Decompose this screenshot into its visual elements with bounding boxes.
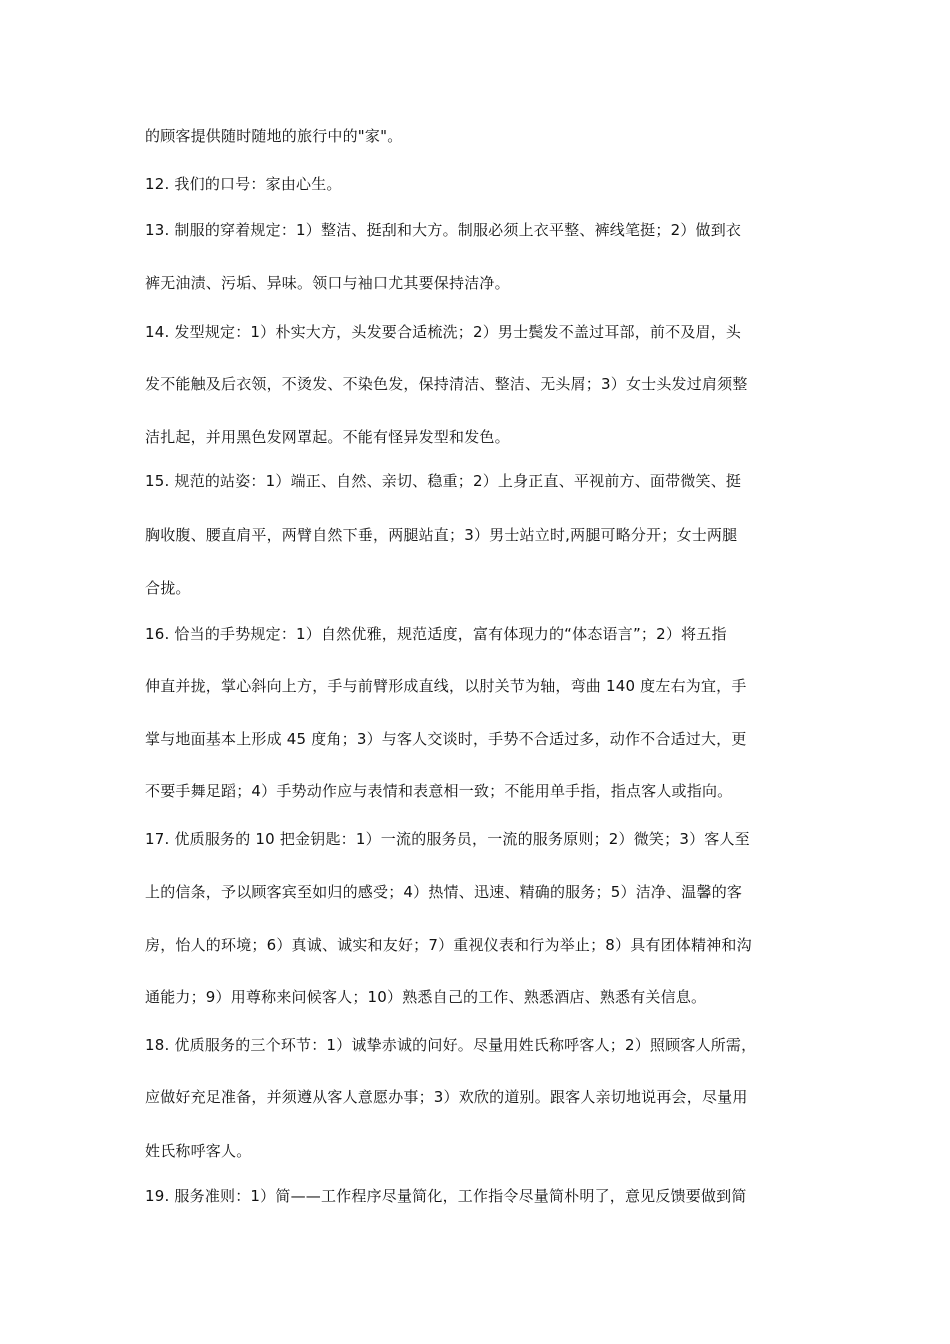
text-line: 发不能触及后衣领，不烫发、不染色发，保持清洁、整洁、无头屑；3）女士头发过肩须整: [145, 375, 748, 393]
text-line: 姓氏称呼客人。: [145, 1142, 252, 1160]
text-line: 17. 优质服务的 10 把金钥匙：1）一流的服务员，一流的服务原则；2）微笑；3）客人至: [145, 830, 750, 848]
text-line: 不要手舞足蹈；4）手势动作应与表情和表意相一致；不能用单手指，指点客人或指向。: [145, 782, 733, 800]
text-line: 13. 制服的穿着规定：1）整洁、挺刮和大方。制服必须上衣平整、裤线笔挺；2）做到衣: [145, 221, 742, 239]
text-line: 掌与地面基本上形成 45 度角；3）与客人交谈时，手势不合适过多，动作不合适过大，更: [145, 730, 747, 748]
text-line: 裤无油渍、污垢、异味。领口与袖口尤其要保持洁净。: [145, 274, 510, 292]
text-line: 洁扎起，并用黑色发网罩起。不能有怪异发型和发色。: [145, 428, 510, 446]
text-line: 伸直并拢，掌心斜向上方，手与前臂形成直线，以肘关节为轴，弯曲 140 度左右为宜，手: [145, 677, 747, 695]
text-line: 上的信条，予以顾客宾至如归的感受；4）热情、迅速、精确的服务；5）洁净、温馨的客: [145, 883, 743, 901]
text-line: 14. 发型规定：1）朴实大方，头发要合适梳洗；2）男士鬓发不盖过耳部，前不及眉，头: [145, 323, 742, 341]
text-line: 16. 恰当的手势规定：1）自然优雅，规范适度，富有体现力的“体态语言”；2）将五指: [145, 625, 727, 643]
text-line: 18. 优质服务的三个环节：1）诚挚赤诚的问好。尽量用姓氏称呼客人；2）照顾客人所需，: [145, 1036, 757, 1054]
text-line: 房，怡人的环境；6）真诚、诚实和友好；7）重视仪表和行为举止；8）具有团体精神和沟: [145, 936, 752, 954]
text-line: 合拢。: [145, 579, 191, 597]
text-line: 12. 我们的口号：家由心生。: [145, 175, 342, 193]
text-line: 应做好充足准备，并须遵从客人意愿办事；3）欢欣的道别。跟客人亲切地说再会，尽量用: [145, 1088, 748, 1106]
text-line: 胸收腹、腰直肩平，两臂自然下垂，两腿站直；3）男士站立时,两腿可略分开；女士两腿: [145, 526, 738, 544]
text-line: 15. 规范的站姿：1）端正、自然、亲切、稳重；2）上身正直、平视前方、面带微笑、挺: [145, 472, 742, 490]
text-line: 19. 服务准则：1）简——工作程序尽量简化，工作指令尽量简朴明了，意见反馈要做到简: [145, 1187, 747, 1205]
text-line: 的顾客提供随时随地的旅行中的"家"。: [145, 127, 403, 145]
text-line: 通能力；9）用尊称来问候客人；10）熟悉自己的工作、熟悉酒店、熟悉有关信息。: [145, 988, 707, 1006]
